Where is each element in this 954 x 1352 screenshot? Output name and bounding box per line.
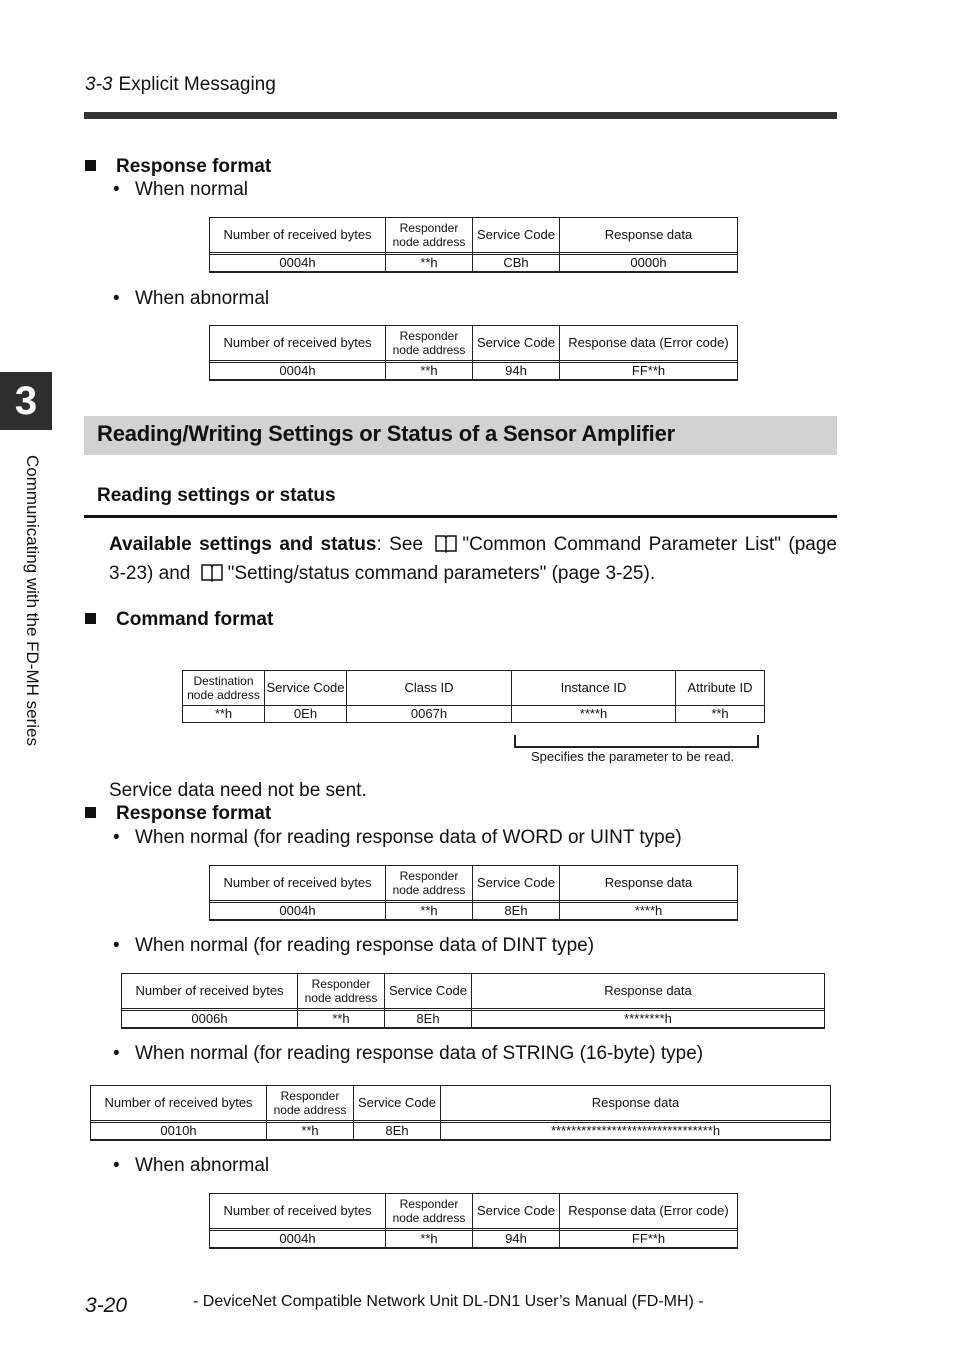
bracket-note: Specifies the parameter to be read. [531,749,735,764]
header-cell: Service Code [473,1194,560,1229]
header-cell: Service Code [265,671,347,706]
header-cell: Responder node address [386,218,473,253]
header-cell: Responder node address [386,326,473,361]
response-abnormal-table-2 [209,1193,738,1249]
header-cell: Destination node address [183,671,265,706]
header-cell: Responder node address [267,1086,354,1121]
value-cell: **h [386,903,473,921]
header-cell: Response data (Error code) [560,326,738,361]
chapter-tab: 3 [0,372,52,430]
value-cell: 0067h [347,706,512,723]
response-normal-table [209,217,738,273]
header-cell: Service Code [473,866,560,901]
word-type-item: • When normal (for reading response data of WORD or UINT type) [113,827,682,848]
section-title: Explicit Messaging [118,74,276,95]
value-cell: 8Eh [473,903,560,921]
command-format-heading: Command format [85,609,273,631]
square-bullet-icon [85,160,96,171]
response-abnormal-table [209,325,738,381]
available-settings-paragraph: Available settings and status: See "Common Command Parameter List" (page 3-23) and "Setting/status command parameters" (page 3-25). [109,534,837,584]
response-word-table [209,865,738,921]
header-cell: Instance ID [512,671,676,706]
value-cell: ****h [560,903,738,921]
value-cell: 94h [473,363,560,381]
header-cell: Response data [472,974,825,1009]
header-cell: Number of received bytes [122,974,298,1009]
header-cell: Service Code [354,1086,441,1121]
section-title: Reading/Writing Settings or Status of a Sensor Amplifier [97,421,675,446]
book-reference-icon [434,533,458,553]
header-cell: Number of received bytes [210,866,386,901]
value-cell: FF**h [560,363,738,381]
value-cell: ********************************h [441,1123,831,1141]
value-cell: **h [183,706,265,723]
parameter-bracket [514,735,759,748]
value-cell: 8Eh [385,1011,472,1029]
value-cell: 0010h [91,1123,267,1141]
when-abnormal-item: • When abnormal [113,1155,270,1176]
value-cell: 94h [473,1231,560,1249]
value-cell: ********h [472,1011,825,1029]
when-abnormal-item: • When abnormal [113,288,270,309]
value-cell: 0004h [210,903,386,921]
service-data-note: Service data need not be sent. [109,780,367,801]
response-string-table [90,1085,831,1141]
value-cell: **h [386,255,473,273]
string-type-item: • When normal (for reading response data of STRING (16-byte) type) [113,1043,704,1064]
when-normal-item: • When normal [113,179,248,200]
response-dint-table [121,973,825,1029]
header-cell: Number of received bytes [210,326,386,361]
square-bullet-icon [85,613,96,624]
section-header [85,74,276,96]
header-cell: Class ID [347,671,512,706]
header-cell: Responder node address [386,1194,473,1229]
subsection-rule [84,515,837,518]
dint-type-item: • When normal (for reading response data of DINT type) [113,935,595,956]
value-cell: 0Eh [265,706,347,723]
manual-title-footer: - DeviceNet Compatible Network Unit DL-DN1 User’s Manual (FD-MH) - [193,1293,704,1310]
value-cell: 0004h [210,1231,386,1249]
header-cell: Service Code [385,974,472,1009]
page-number: 3-20 [85,1294,128,1317]
value-cell: ****h [512,706,676,723]
command-format-table [182,670,765,723]
header-cell: Response data [560,218,738,253]
header-cell: Response data (Error code) [560,1194,738,1229]
header-cell: Service Code [473,218,560,253]
response-format-heading: Response format [85,156,271,178]
value-cell: 0000h [560,255,738,273]
value-cell: 0004h [210,255,386,273]
subsection-title: Reading settings or status [97,485,336,506]
value-cell: CBh [473,255,560,273]
header-cell: Number of received bytes [210,1194,386,1229]
header-rule [84,112,837,119]
header-cell: Number of received bytes [210,218,386,253]
book-reference-icon [200,562,224,582]
value-cell: **h [386,363,473,381]
header-cell: Number of received bytes [91,1086,267,1121]
header-cell: Response data [441,1086,831,1121]
value-cell: **h [386,1231,473,1249]
value-cell: **h [267,1123,354,1141]
value-cell: FF**h [560,1231,738,1249]
chapter-title-vertical: Communicating with the FD-MH series [23,455,42,746]
value-cell: 0006h [122,1011,298,1029]
value-cell: **h [676,706,765,723]
header-cell: Responder node address [386,866,473,901]
header-cell: Responder node address [298,974,385,1009]
header-cell: Service Code [473,326,560,361]
response-format-heading: Response format [85,803,271,825]
square-bullet-icon [85,807,96,818]
value-cell: 0004h [210,363,386,381]
value-cell: **h [298,1011,385,1029]
section-number: 3-3 [85,74,113,95]
value-cell: 8Eh [354,1123,441,1141]
header-cell: Response data [560,866,738,901]
header-cell: Attribute ID [676,671,765,706]
